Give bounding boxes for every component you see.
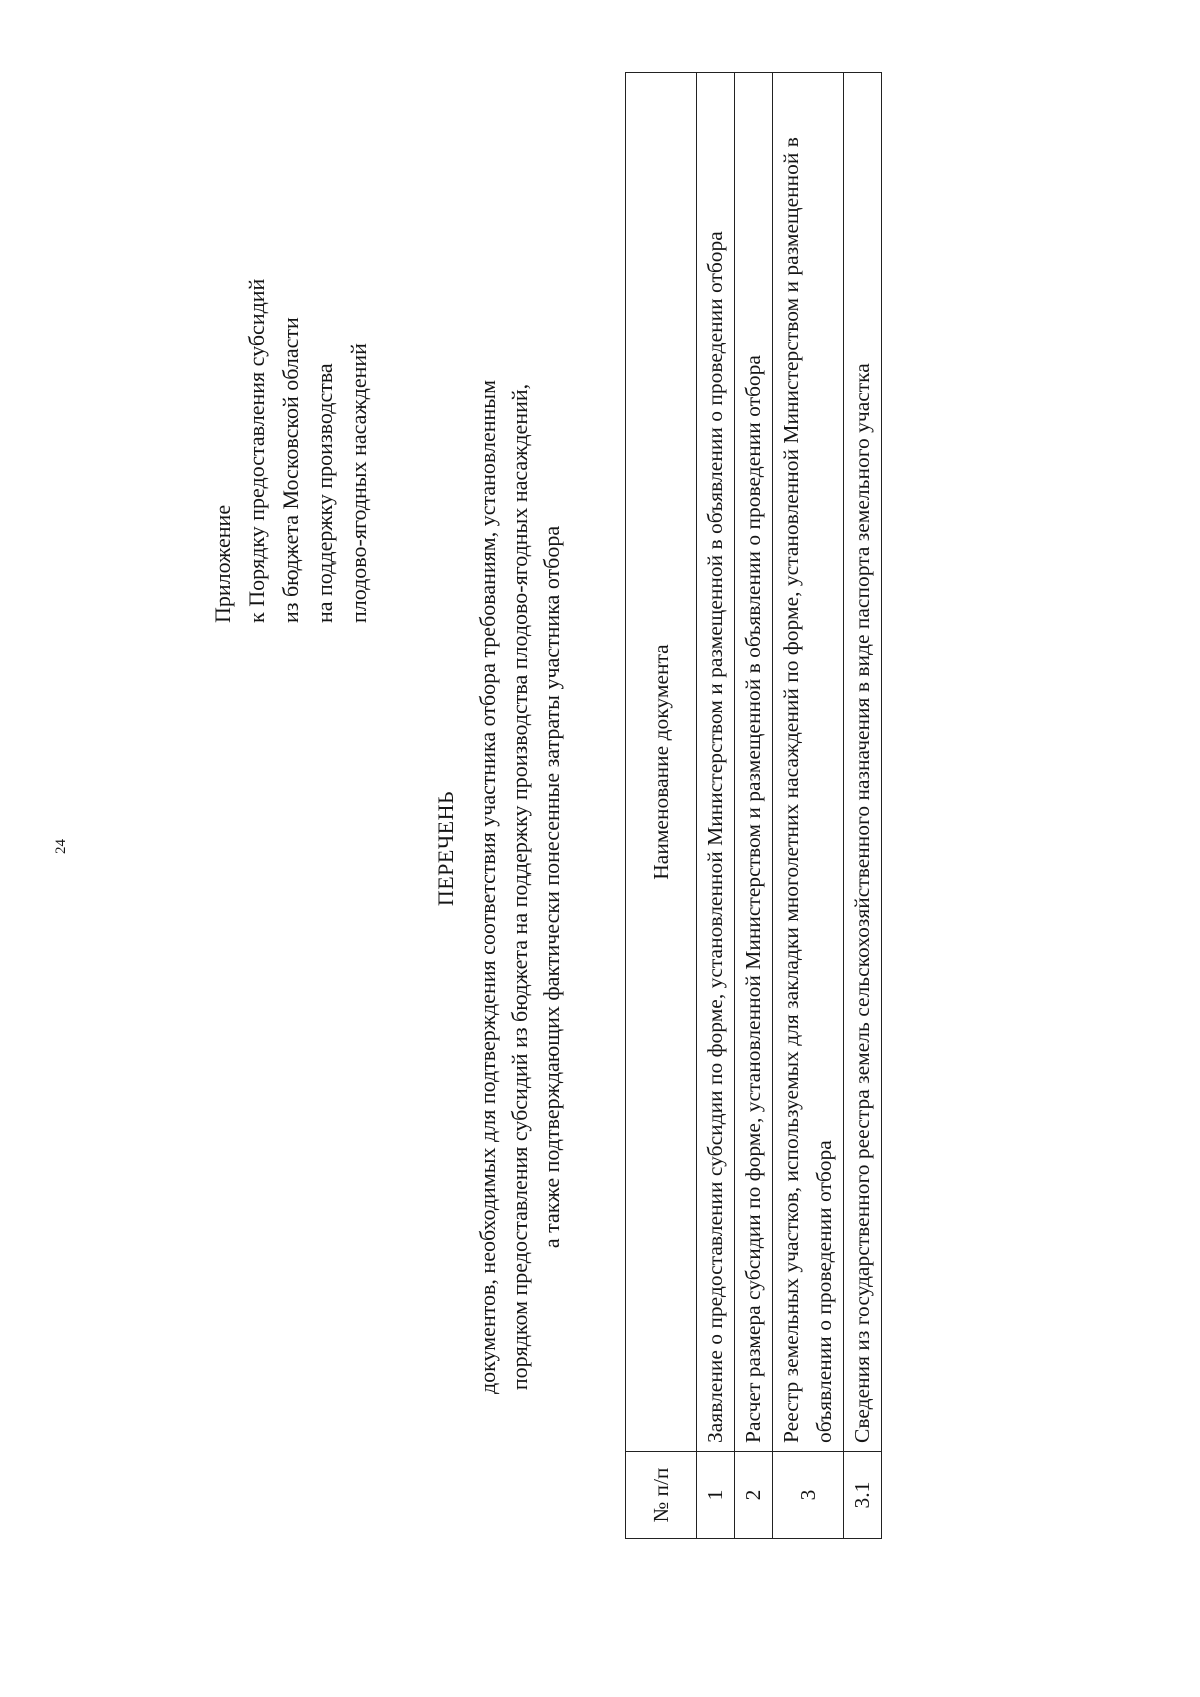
appendix-line: плодово-ягодных насаждений (346, 343, 371, 623)
document-subtitle (472, 227, 568, 1547)
appendix-line: Приложение (210, 504, 235, 623)
documents-table (625, 72, 882, 1539)
row-document-name: Сведения из государственного реестра земель сельскохозяйственного назначения в виде паспорта земельного участка (844, 73, 882, 1452)
row-number: 3.1 (844, 1452, 882, 1539)
page-number: 24 (53, 839, 69, 854)
table-row (773, 73, 844, 1539)
appendix-line: к Порядку предоставления субсидий (244, 278, 269, 623)
subtitle-line: документов, необходимых для подтверждения соответствия участника отбора требованиям, установленным (475, 380, 500, 1395)
table-row (735, 73, 773, 1539)
header-document-name: Наименование документа (626, 73, 697, 1452)
table-row (844, 73, 882, 1539)
header-number: № п/п (626, 1452, 697, 1539)
row-document-name: Заявление о предоставлении субсидии по форме, установленной Министерством и размещенной в объявлении о проведении отбора (697, 73, 735, 1452)
row-document-name: Реестр земельных участков, используемых для закладки многолетних насаждений по форме, установленной Министерством и размещенной в объявлении о проведении отбора (773, 73, 844, 1452)
subtitle-line: порядком предоставления субсидий из бюджета на поддержку производства плодово-ягодных насаждений, (507, 383, 532, 1391)
row-number: 3 (773, 1452, 844, 1539)
subtitle-line: а также подтверждающих фактически понесенные затраты участника отбора (539, 525, 564, 1249)
table-header-row (626, 73, 697, 1539)
table-row (697, 73, 735, 1539)
appendix-line: на поддержку производства (312, 363, 337, 623)
appendix-note (206, 279, 376, 623)
row-number: 1 (697, 1452, 735, 1539)
row-number: 2 (735, 1452, 773, 1539)
row-document-name: Расчет размера субсидии по форме, установленной Министерством и размещенной в объявлении о проведении отбора (735, 73, 773, 1452)
document-title: ПЕРЕЧЕНЬ (433, 790, 458, 907)
appendix-line: из бюджета Московской области (278, 317, 303, 623)
